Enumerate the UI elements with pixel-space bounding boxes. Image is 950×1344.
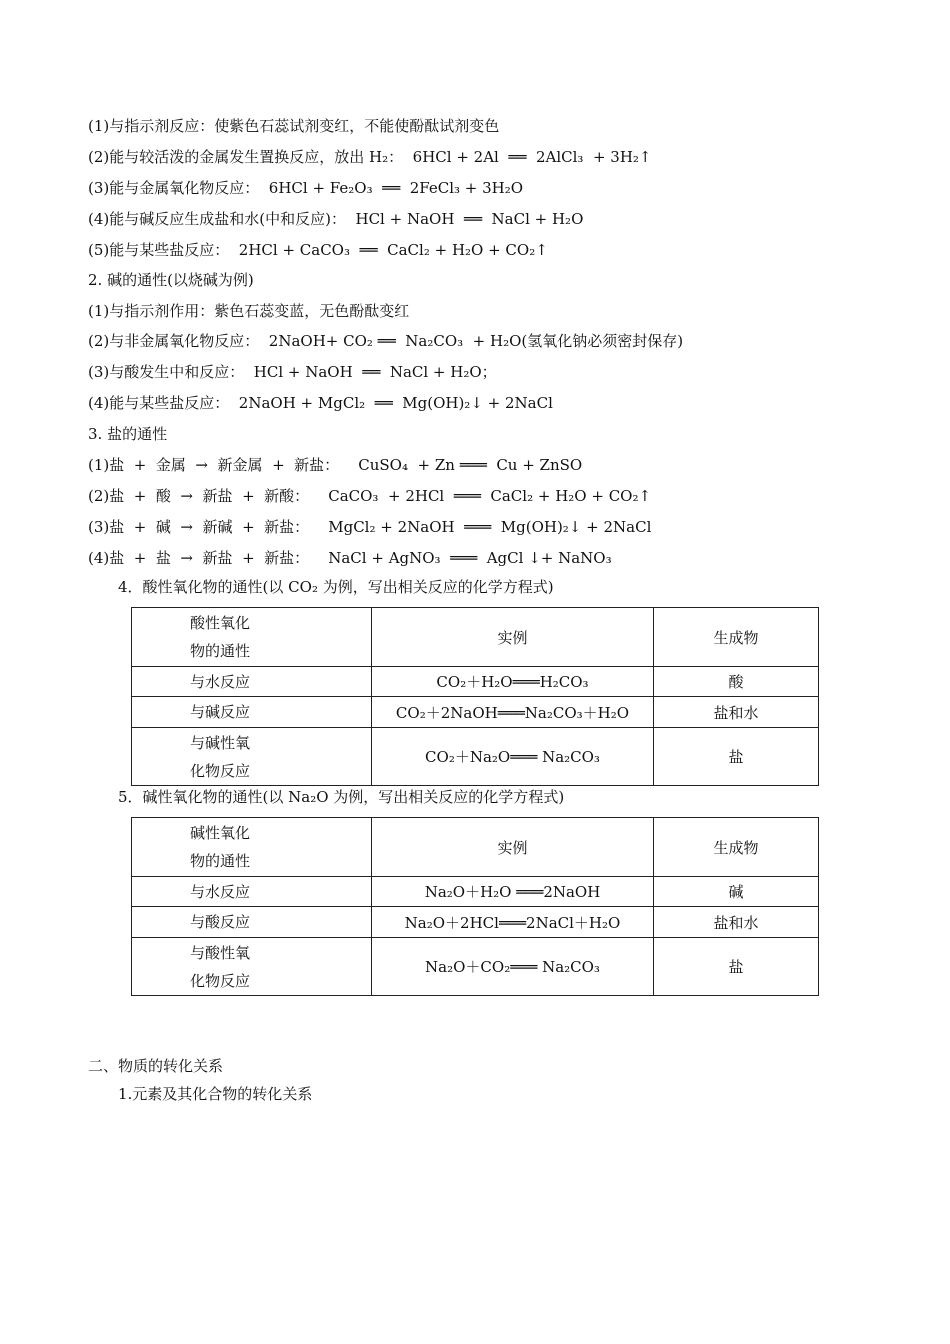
salt-property-1: (1)盐 + 金属 → 新金属 + 新盐： CuSO₄ + Zn ═══ Cu + ZnSO	[88, 456, 583, 474]
table-row	[132, 667, 819, 697]
example-cell: CO₂＋2NaOH═══Na₂CO₃＋H₂O	[372, 697, 654, 728]
acidic-oxide-table	[131, 607, 819, 786]
property-cell: 与酸反应	[132, 907, 372, 938]
product-cell: 碱	[654, 877, 819, 907]
product-cell: 酸	[654, 667, 819, 697]
product-cell: 盐	[654, 728, 819, 786]
header-property-cell: 碱性氧化 物的通性	[132, 818, 372, 877]
section-2-subheading: 1.元素及其化合物的转化关系	[118, 1085, 313, 1103]
salt-property-2: (2)盐 + 酸 → 新盐 + 新酸： CaCO₃ + 2HCl ═══ CaCl₂ + H₂O + CO₂↑	[88, 487, 652, 505]
header-property-cell: 酸性氧化 物的通性	[132, 608, 372, 667]
example-cell: Na₂O＋H₂O ═══2NaOH	[372, 877, 654, 907]
property-cell: 与水反应	[132, 667, 372, 697]
header-product-cell: 生成物	[654, 818, 819, 877]
salt-heading: 3. 盐的通性	[88, 425, 168, 443]
example-cell: CO₂＋Na₂O═══ Na₂CO₃	[372, 728, 654, 786]
base-property-1: (1)与指示剂作用：紫色石蕊变蓝，无色酚酞变红	[88, 302, 410, 320]
property-cell: 与碱反应	[132, 697, 372, 728]
header-example-cell: 实例	[372, 608, 654, 667]
product-cell: 盐	[654, 938, 819, 996]
section-2-heading: 二、物质的转化关系	[88, 1057, 224, 1075]
acid-property-2: (2)能与较活泼的金属发生置换反应，放出 H₂： 6HCl + 2Al ══ 2AlCl₃ + 3H₂↑	[88, 148, 652, 166]
acid-property-1: (1)与指示剂反应：使紫色石蕊试剂变红，不能使酚酞试剂变色	[88, 117, 500, 135]
acid-property-5: (5)能与某些盐反应： 2HCl + CaCO₃ ══ CaCl₂ + H₂O + CO₂↑	[88, 241, 548, 259]
header-product-cell: 生成物	[654, 608, 819, 667]
property-cell: 与碱性氧 化物反应	[132, 728, 372, 786]
table-row	[132, 877, 819, 907]
base-property-4: (4)能与某些盐反应： 2NaOH + MgCl₂ ══ Mg(OH)₂↓ + 2NaCl	[88, 394, 553, 412]
table-row	[132, 938, 819, 996]
product-cell: 盐和水	[654, 697, 819, 728]
acid-property-4: (4)能与碱反应生成盐和水(中和反应)： HCl + NaOH ══ NaCl + H₂O	[88, 210, 584, 228]
base-property-3: (3)与酸发生中和反应： HCl + NaOH ══ NaCl + H₂O；	[88, 363, 497, 381]
table-row	[132, 907, 819, 938]
salt-property-4: (4)盐 + 盐 → 新盐 + 新盐： NaCl + AgNO₃ ═══ AgCl ↓+ NaNO₃	[88, 549, 612, 567]
example-cell: Na₂O＋CO₂═══ Na₂CO₃	[372, 938, 654, 996]
example-cell: Na₂O＋2HCl═══2NaCl＋H₂O	[372, 907, 654, 938]
property-cell: 与酸性氧 化物反应	[132, 938, 372, 996]
base-property-2: (2)与非金属氧化物反应： 2NaOH+ CO₂ ══ Na₂CO₃ + H₂O(氢氧化钠必须密封保存)	[88, 332, 684, 350]
table-row	[132, 728, 819, 786]
acidic-oxide-heading: 4．酸性氧化物的通性(以 CO₂ 为例，写出相关反应的化学方程式)	[118, 578, 554, 596]
table-header-row	[132, 818, 819, 877]
header-example-cell: 实例	[372, 818, 654, 877]
table-row	[132, 697, 819, 728]
product-cell: 盐和水	[654, 907, 819, 938]
basic-oxide-table	[131, 817, 819, 996]
example-cell: CO₂＋H₂O═══H₂CO₃	[372, 667, 654, 697]
salt-property-3: (3)盐 + 碱 → 新碱 + 新盐： MgCl₂ + 2NaOH ═══ Mg(OH)₂↓ + 2NaCl	[88, 518, 652, 536]
base-heading: 2. 碱的通性(以烧碱为例)	[88, 271, 254, 289]
property-cell: 与水反应	[132, 877, 372, 907]
basic-oxide-heading: 5．碱性氧化物的通性(以 Na₂O 为例，写出相关反应的化学方程式)	[118, 788, 565, 806]
acid-property-3: (3)能与金属氧化物反应： 6HCl + Fe₂O₃ ══ 2FeCl₃ + 3H₂O	[88, 179, 524, 197]
table-header-row	[132, 608, 819, 667]
